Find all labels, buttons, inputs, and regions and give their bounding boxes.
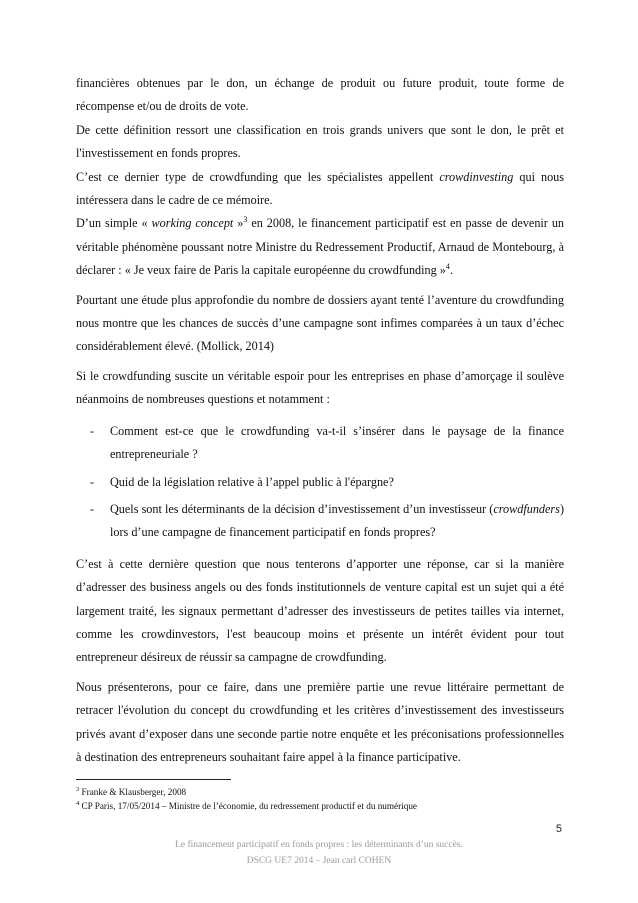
footer-title: Le financement participatif en fonds propres : les déterminants d’un succès. [175, 840, 463, 850]
paragraph-7: C’est à cette dernière question que nous tenterons d’apporter une réponse, car si la manière d’adresser des business angels ou des fonds institutionnels de venture capital est un sujet qui a été largement traité, les signaux permettant d’adresser des investisseurs de petites tailles via internet, comme les crowdinvestors, l'est beaucoup moins et présente un intérêt évident pour tout entrepreneur désireux de réussir sa campagne de crowdfunding. [76, 556, 564, 665]
crowdinvesting-term: crowdinvesting [439, 169, 514, 184]
list-item-text: Comment est-ce que le crowdfunding va-t-il s’insérer dans le paysage de la finance entrepreneuriale ? [110, 423, 564, 462]
footnote-divider [76, 779, 231, 780]
body-text [76, 72, 564, 769]
paragraph-1: financières obtenues par le don, un échange de produit ou future produit, toute forme de récompense et/ou de droits de vote. [76, 76, 564, 114]
paragraph-4-middle: en 2008, le financement participatif est en passe de devenir un véritable phénomène poussant notre Ministre du Redressement Productif, Arnaud de Montebourg, à déclarer : « Je veux faire de Paris la capitale européenne du crowdfunding » [76, 216, 565, 278]
paragraph-4-quote-close: » [233, 216, 244, 231]
question-list [76, 420, 564, 545]
footnote-ref-3[interactable]: 3 [243, 215, 248, 225]
crowdfunders-term: crowdfunders [493, 501, 560, 516]
footnote-ref-4[interactable]: 4 [445, 262, 450, 272]
paragraph-3-end: qui nous intéressera dans le cadre de ce mémoire. [76, 169, 564, 208]
paragraph-8: Nous présenterons, pour ce faire, dans une première partie une revue littéraire permettant de retracer l'évolution du concept du crowdfunding et les critères d’investissement des investisseurs privés avant d’exposer dans une seconde partie notre enquête et les préconisations professionnelles à destination des entrepreneurs souhaitant faire appel à la finance participative. [76, 679, 564, 764]
list-item [76, 471, 564, 494]
list-item-text-end: ) lors d’une campagne de financement participatif en fonds propres? [110, 501, 564, 540]
footnote-number: 3 [76, 785, 80, 793]
list-item [76, 420, 564, 467]
paragraph-3-start: C’est ce dernier type de crowdfunding que les spécialistes appellent [76, 169, 440, 184]
list-item-text-start: Quels sont les déterminants de la décision d’investissement d’un investisseur ( [110, 501, 494, 516]
dash-bullet: - [90, 423, 95, 438]
footnote-text: CP Paris, 17/05/2014 – Ministre de l’économie, du redressement productif et du numérique [79, 801, 417, 811]
working-concept-term: working concept [151, 216, 234, 231]
paragraph-2: De cette définition ressort une classification en trois grands univers que sont le don, le prêt et l'investissement en fonds propres. [76, 122, 564, 161]
list-item-text: Quid de la législation relative à l’appel public à l'épargne? [110, 474, 394, 489]
paragraph-4-start: D’un simple « [76, 216, 152, 231]
footnote-number: 4 [76, 799, 80, 807]
footer-author: DSCG UE7 2014 – Jean carl COHEN [246, 856, 392, 866]
paragraph-4-end: . [449, 263, 453, 278]
page-number: 5 [555, 823, 562, 835]
paragraph-5: Pourtant une étude plus approfondie du nombre de dossiers ayant tenté l’aventure du crowdfunding nous montre que les chances de succès d’une campagne sont infimes comparées à un taux d’échec considérablement élevé. (Mollick, 2014) [76, 292, 564, 354]
footnote-3 [76, 785, 564, 799]
footnotes [76, 785, 564, 813]
dash-bullet: - [90, 501, 95, 516]
dash-bullet: - [90, 474, 95, 489]
list-item [76, 498, 564, 545]
paragraph-4 [76, 212, 564, 282]
list-item-text [110, 502, 564, 539]
paragraph-3 [76, 166, 564, 213]
footnote-text: Franke & Klausberger, 2008 [79, 787, 187, 797]
paragraph-6: Si le crowdfunding suscite un véritable espoir pour les entreprises en phase d’amorçage il soulève néanmoins de nombreuses questions et notamment : [76, 368, 564, 407]
footnote-4 [76, 799, 564, 813]
